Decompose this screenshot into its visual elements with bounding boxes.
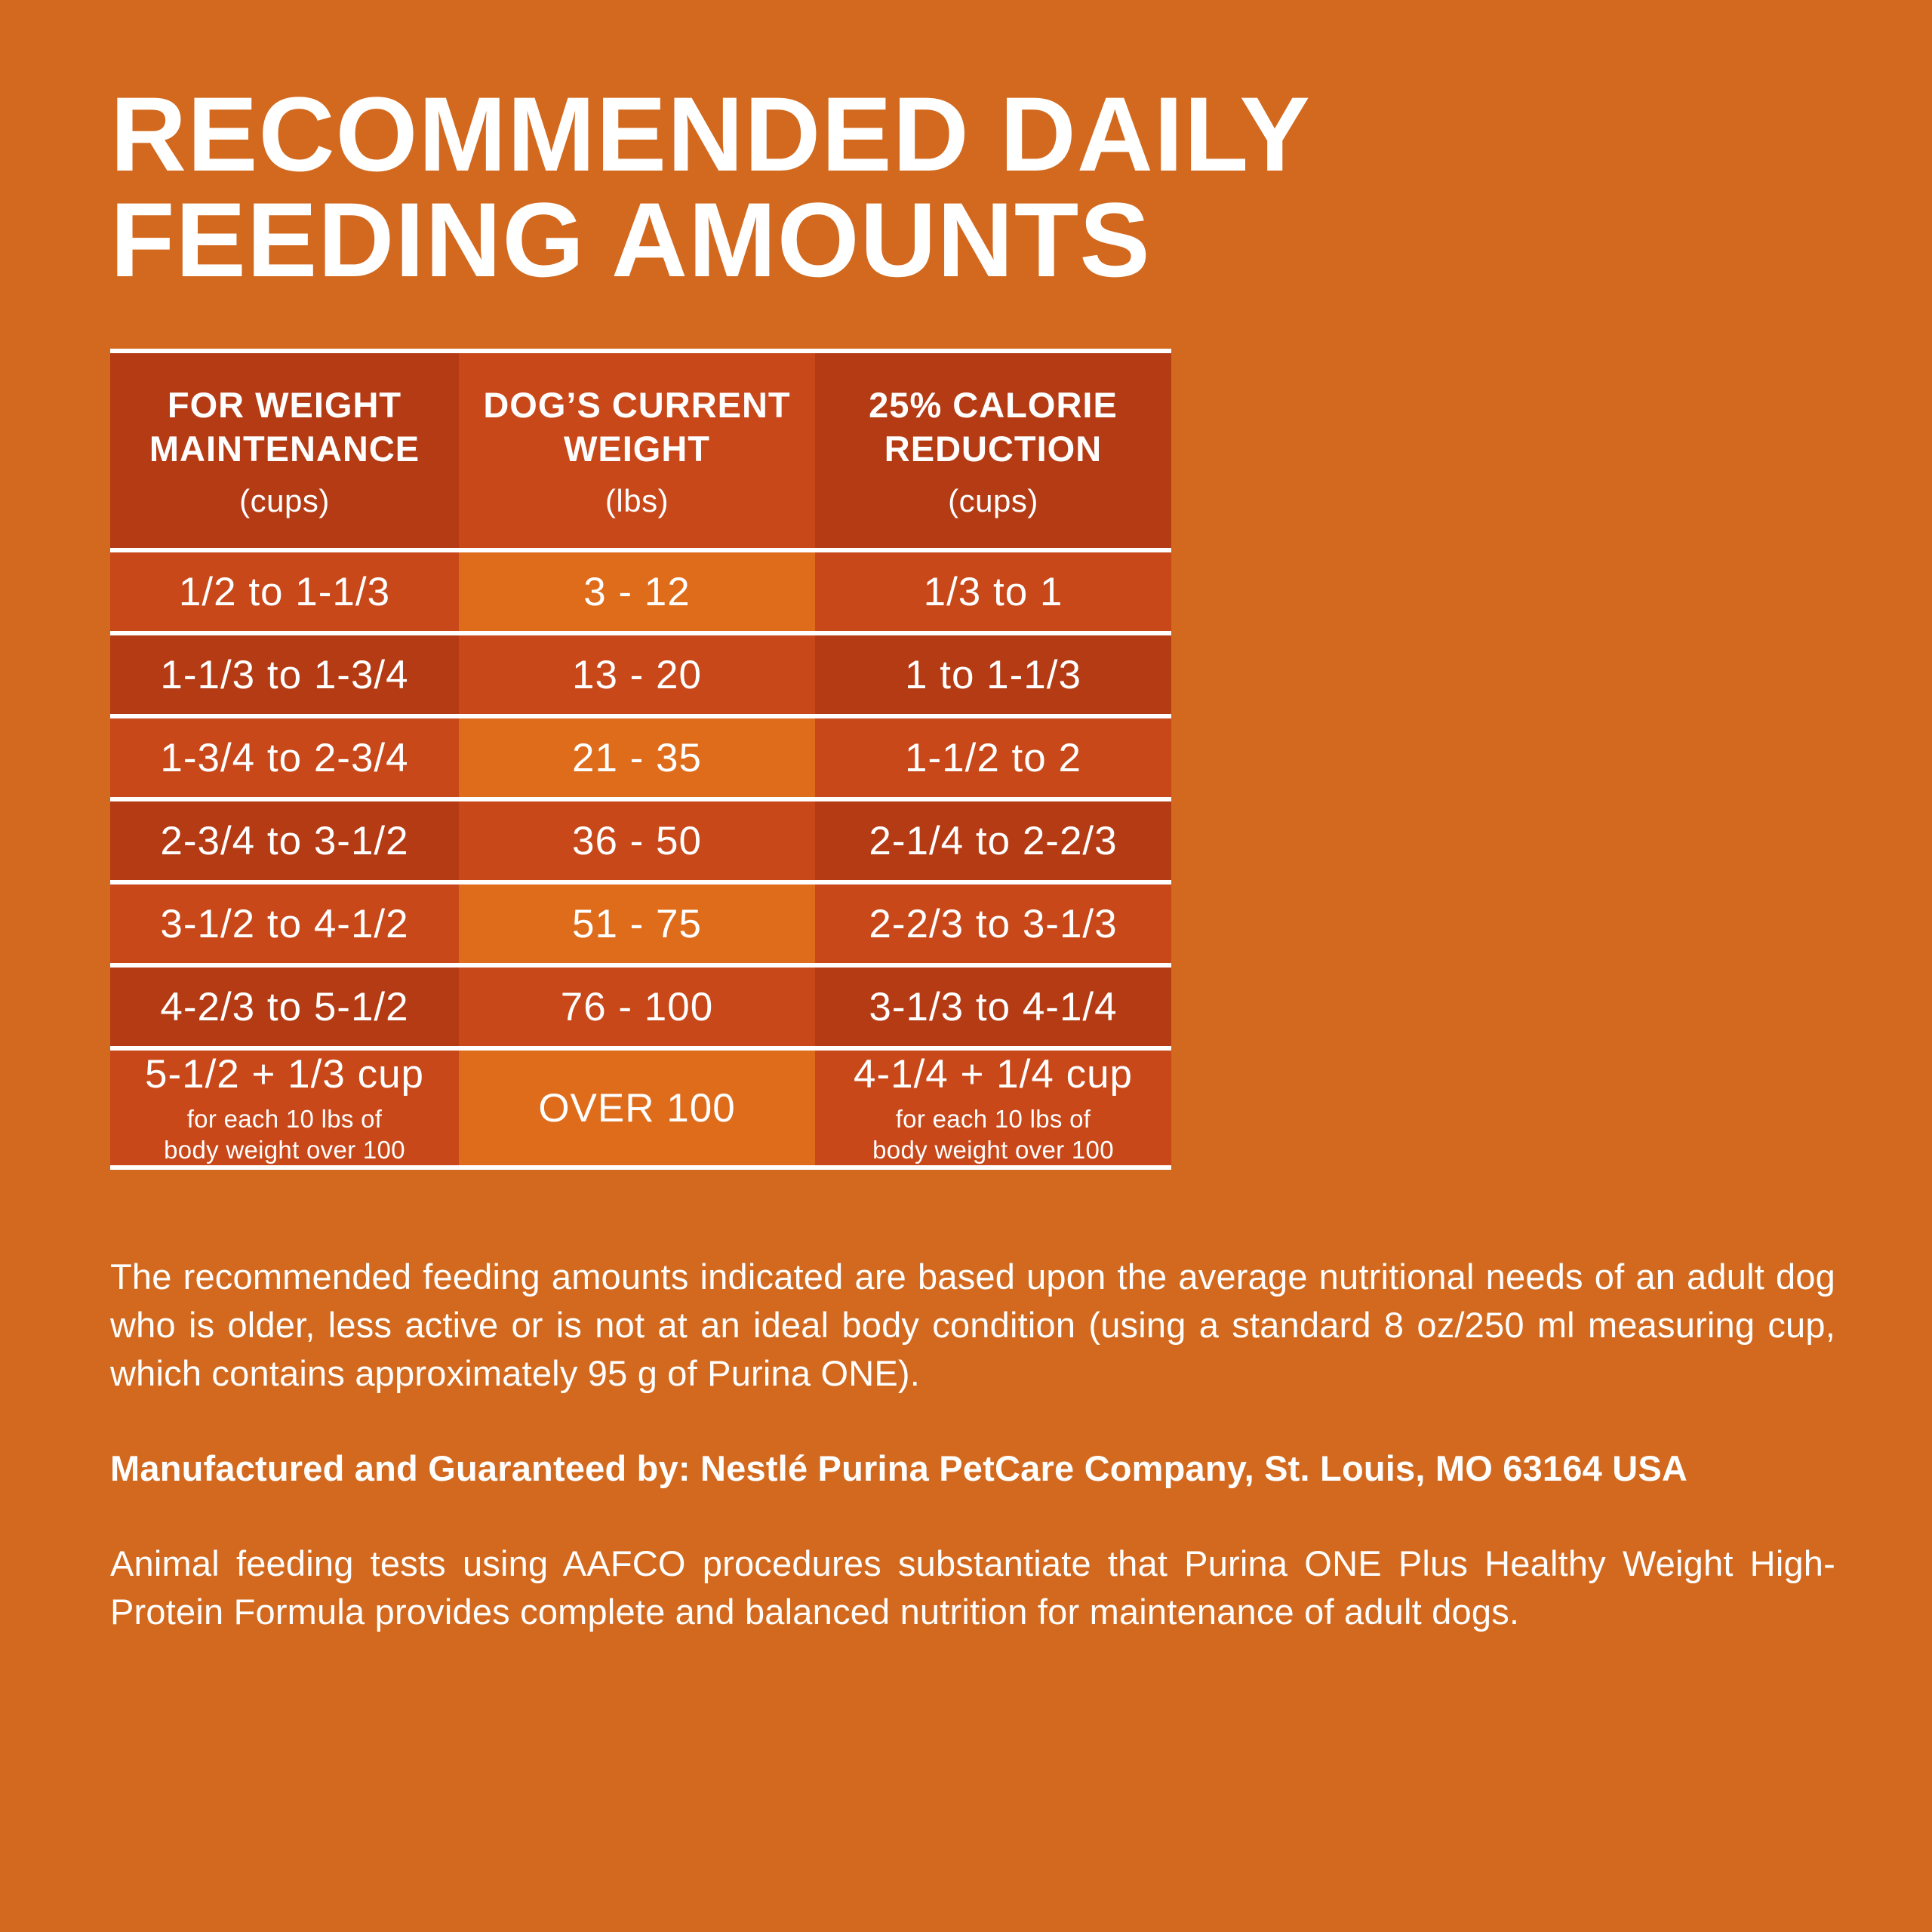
aafco-statement-paragraph: Animal feeding tests using AAFCO procedures substantiate that Purina ONE Plus Healthy Weight High-Protein Formula provides complete and balanced nutrition for maintenance of adult dogs. [110, 1543, 1835, 1632]
cell-value: 4-1/4 + 1/4 cup [853, 1051, 1134, 1097]
header-title-line: FOR WEIGHT [167, 385, 402, 425]
cell-value: 36 - 50 [571, 818, 702, 863]
cell-value: 1/2 to 1-1/3 [178, 569, 391, 614]
page-title-line1: RECOMMENDED DAILY [110, 75, 1311, 193]
cell-note: body weight over 100 [872, 1135, 1114, 1164]
table-cell-reduction [815, 552, 1171, 631]
table-cell-reduction [815, 801, 1171, 880]
header-title-line: MAINTENANCE [149, 429, 420, 469]
header-cell-current-weight [459, 353, 815, 548]
header-unit-label: (cups) [948, 483, 1038, 518]
table-cell-reduction [815, 884, 1171, 963]
cell-value: 51 - 75 [571, 901, 702, 946]
table-cell-weight-over-100 [459, 1051, 815, 1165]
table-cell-weight [459, 635, 815, 714]
header-cell-weight-maintenance [110, 353, 459, 548]
table-cell-weight [459, 968, 815, 1046]
cell-note: body weight over 100 [164, 1135, 405, 1164]
table-cell-weight [459, 884, 815, 963]
table-cell-maintenance-over-100 [110, 1051, 459, 1165]
table-cell-maintenance [110, 718, 459, 797]
cell-value: 1 to 1-1/3 [905, 652, 1081, 697]
cell-value: 2-2/3 to 3-1/3 [869, 901, 1118, 946]
table-cell-weight [459, 552, 815, 631]
table-cell-reduction-over-100 [815, 1051, 1171, 1165]
table-cell-maintenance [110, 552, 459, 631]
cell-note: for each 10 lbs of [895, 1104, 1091, 1133]
page-title-line2: FEEDING AMOUNTS [110, 180, 1151, 299]
table-cell-reduction [815, 635, 1171, 714]
header-title-line: WEIGHT [564, 429, 710, 469]
header-title-line: REDUCTION [884, 429, 1103, 469]
table-cell-maintenance [110, 801, 459, 880]
header-unit-label: (cups) [239, 483, 330, 518]
table-cell-reduction [815, 718, 1171, 797]
cell-value: 3-1/3 to 4-1/4 [869, 984, 1118, 1029]
cell-value: 1-3/4 to 2-3/4 [160, 735, 409, 780]
header-unit-label: (lbs) [605, 483, 669, 518]
manufacturer-line: Manufactured and Guaranteed by: Nestlé Purina PetCare Company, St. Louis, MO 63164 USA [110, 1448, 1688, 1488]
cell-value: 5-1/2 + 1/3 cup [144, 1051, 425, 1097]
header-cell-calorie-reduction [815, 353, 1171, 548]
cell-value: 1-1/3 to 1-3/4 [160, 652, 409, 697]
cell-value: 1/3 to 1 [923, 569, 1063, 614]
cell-note: for each 10 lbs of [186, 1104, 383, 1133]
cell-value: 2-1/4 to 2-2/3 [869, 818, 1118, 863]
cell-value: 2-3/4 to 3-1/2 [160, 818, 409, 863]
header-title-line: 25% CALORIE [869, 385, 1118, 425]
table-cell-reduction [815, 968, 1171, 1046]
header-title-line: DOG’S CURRENT [483, 385, 791, 425]
cell-value: 4-2/3 to 5-1/2 [160, 984, 409, 1029]
table-cell-maintenance [110, 635, 459, 714]
footer-text-block [110, 1253, 1835, 1683]
table-cell-weight [459, 718, 815, 797]
table-cell-maintenance [110, 884, 459, 963]
cell-value: 21 - 35 [571, 735, 702, 780]
cell-value: 1-1/2 to 2 [905, 735, 1081, 780]
cell-value: 76 - 100 [560, 984, 714, 1029]
feeding-guidance-paragraph: The recommended feeding amounts indicated are based upon the average nutritional needs of an adult dog who is older, less active or is not at an ideal body condition (using a standard 8 oz/250 ml measuring cup, which contains approximately 95 g of Purina ONE). [110, 1257, 1835, 1393]
cell-value: 3 - 12 [583, 569, 691, 614]
cell-value: 3-1/2 to 4-1/2 [160, 901, 409, 946]
page-title [110, 75, 1311, 299]
cell-value: OVER 100 [538, 1085, 736, 1131]
cell-value: 13 - 20 [571, 652, 702, 697]
table-cell-maintenance [110, 968, 459, 1046]
feeding-amounts-table [110, 349, 1171, 1170]
table-cell-weight [459, 801, 815, 880]
